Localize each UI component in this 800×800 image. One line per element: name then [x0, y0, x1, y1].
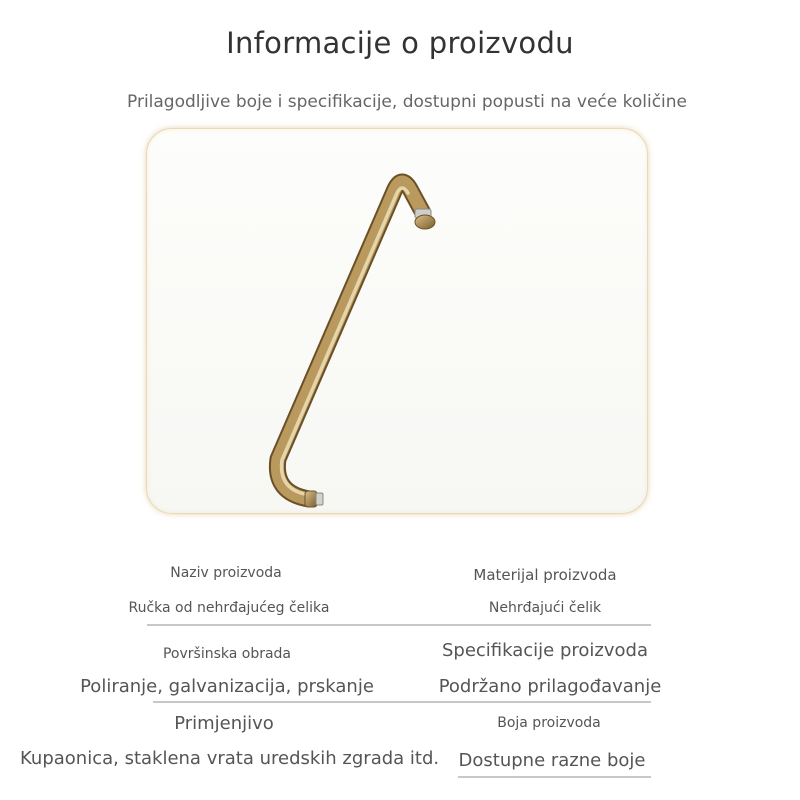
door-handle-image [147, 129, 647, 513]
product-spec-value: Podržano prilagođavanje [438, 676, 662, 697]
product-material-label: Materijal proizvoda [473, 566, 617, 584]
product-spec-label: Specifikacije proizvoda [441, 640, 648, 661]
row-divider [147, 624, 651, 626]
applicable-label: Primjenjivo [174, 713, 274, 734]
row-divider [458, 776, 651, 778]
page-subtitle: Prilagodljive boje i specifikacije, dostupni popusti na veće količine [127, 92, 687, 112]
product-name-label: Naziv proizvoda [170, 565, 282, 581]
product-color-value: Dostupne razne boje [458, 750, 646, 771]
bottom-mount-cap [305, 491, 323, 507]
product-material-value: Nehrđajući čelik [488, 600, 602, 616]
page-title: Informacije o proizvodu [226, 26, 574, 60]
row-divider [153, 701, 651, 703]
surface-finish-label: Površinska obrada [162, 646, 292, 662]
surface-finish-value: Poliranje, galvanizacija, prskanje [80, 676, 374, 697]
applicable-value: Kupaonica, staklena vrata uredskih zgrada itd. [20, 748, 440, 769]
product-color-label: Boja proizvoda [497, 715, 601, 731]
top-mount-cap [415, 209, 435, 229]
product-image-frame [146, 128, 648, 514]
product-name-value: Ručka od nehrđajućeg čelika [128, 600, 330, 616]
